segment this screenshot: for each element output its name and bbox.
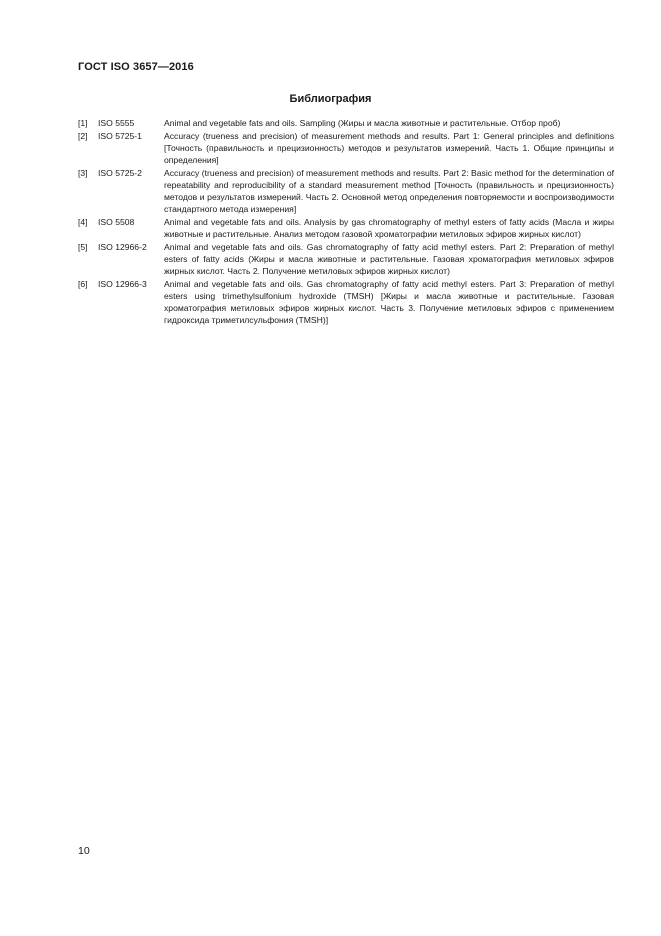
reference-number: [6] [78, 279, 88, 289]
page-number: 10 [78, 845, 90, 857]
reference-number: [2] [78, 131, 88, 141]
reference-item [78, 130, 614, 166]
reference-text: Animal and vegetable fats and oils. Analysis by gas chromatography of methyl esters of fatty acids (Масла и жиры животные и растительные. Анализ методом газовой хроматографии метиловых эфиров жирных кислот) [164, 217, 614, 239]
reference-code: ISO 5725-1 [98, 131, 142, 141]
reference-code: ISO 5725-2 [98, 168, 142, 178]
reference-number: [4] [78, 217, 88, 227]
reference-list [78, 117, 614, 327]
reference-code: ISO 5555 [98, 118, 135, 128]
section-title: Библиография [289, 93, 372, 105]
reference-text: Accuracy (trueness and precision) of measurement methods and results. Part 1: General principles and definitions [Точность (правильность и прецизионность) методов и результатов измерений. Часть 1. Общие принципы и определения] [164, 131, 614, 165]
reference-item [78, 241, 614, 277]
reference-text: Accuracy (trueness and precision) of measurement methods and results. Part 2: Basic method for the determination of repeatability and reproducibility of a standard measurement method [Точность (правильность и прецизионность) методов и результатов измерений. Часть 2. Основной метод определения повторяемости и воспроизводимости стандартного метода измерения] [164, 168, 614, 214]
reference-code: ISO 5508 [98, 217, 135, 227]
reference-code: ISO 12966-3 [98, 279, 147, 289]
reference-number: [5] [78, 242, 88, 252]
reference-text: Animal and vegetable fats and oils. Sampling (Жиры и масла животные и растительные. Отбор проб) [164, 118, 561, 128]
reference-number: [1] [78, 118, 88, 128]
reference-text: Animal and vegetable fats and oils. Gas chromatography of fatty acid methyl esters. Part 2: Preparation of methyl esters of fatty acids (Жиры и масла животные и растительные. Газовая хроматография метиловых эфиров жирных кислот. Часть 2. Получение метиловых эфиров жирных кислот) [164, 242, 614, 276]
reference-text: Animal and vegetable fats and oils. Gas chromatography of fatty acid methyl esters. Part 3: Preparation of methyl esters using trimethylsulfonium hydroxide (TMSH) [Жиры и масла животные и растительные. Газовая хроматография метиловых эфиров жирных кислот. Часть 3. Получение метиловых эфиров с применением гидроксида триметилсульфония (TMSH)] [164, 279, 614, 325]
reference-item [78, 117, 614, 129]
reference-item [78, 278, 614, 326]
reference-item [78, 167, 614, 215]
document-standard-code: ГОСТ ISO 3657—2016 [78, 61, 194, 73]
reference-code: ISO 12966-2 [98, 242, 147, 252]
reference-number: [3] [78, 168, 88, 178]
reference-item [78, 216, 614, 240]
